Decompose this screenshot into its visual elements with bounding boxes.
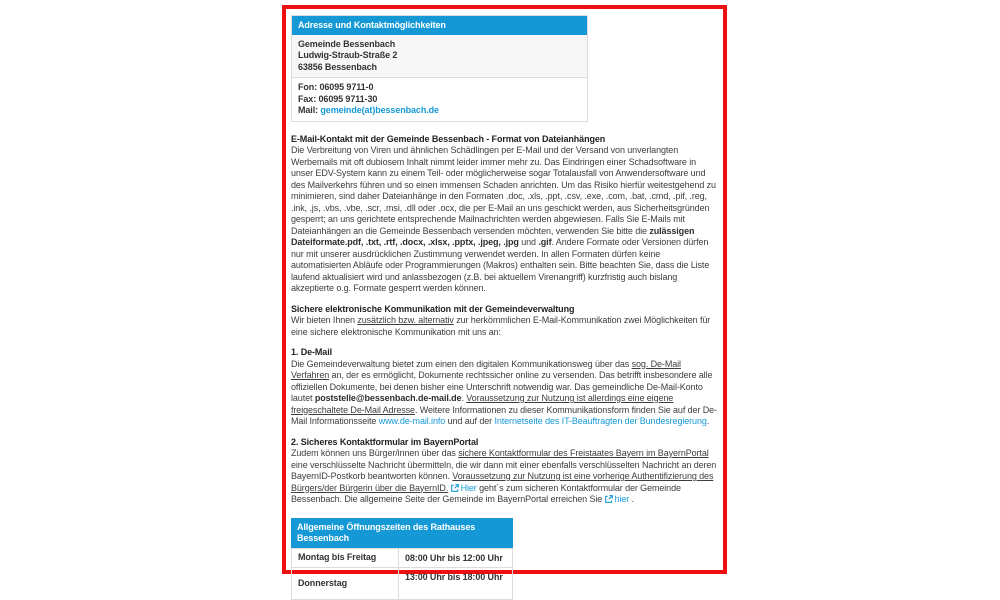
external-link-icon [451, 483, 459, 495]
address-line-city: 63856 Bessenbach [298, 62, 581, 74]
text-segment: geht´s zum sicheren Kontaktformular der Gemeinde Bessenbach. Die allgemeine Seite der Gemeinde im BayernPortal erreichen Sie [291, 483, 681, 505]
section-heading: 2. Sicheres Kontaktformular im BayernPortal [291, 437, 717, 449]
text-segment: .gif [538, 237, 551, 247]
text-segment: Zudem können uns Bürger/innen über das [291, 448, 458, 458]
text-segment: zusätzlich bzw. alternativ [357, 315, 453, 325]
text-segment: Die Gemeindeverwaltung bietet zum einen den digitalen Kommunikationsweg über das [291, 359, 632, 369]
table-row [292, 548, 513, 568]
day-cell: Montag bis Freitag [292, 548, 399, 568]
inline-link[interactable]: www.de-mail.info [379, 416, 445, 426]
text-segment: . Andere Formate oder Versionen dürfen nur mit unserer ausdrücklichen Zustimmung verwendet werden. In allen Formaten dürfen keine automatisierten Abläufe oder Programmierungen (Makros) enthalten sein. Bitte beachten Sie, dass die Liste laufend aktualisiert wird und anlassbezogen (z.B. bei aktuellem Virenangriff) kurzfristig auch bislang akzeptierte o.g. Formate gesperrt werden können. [291, 237, 709, 293]
text-segment: zulässigen Dateiformate.pdf, .txt, .rtf, .docx, .xlsx, .pptx, .jpeg, .jpg [291, 226, 694, 248]
section-heading: E-Mail-Kontakt mit der Gemeinde Bessenbach - Format von Dateianhängen [291, 134, 717, 146]
section-body [291, 315, 717, 338]
text-segment: und [519, 237, 539, 247]
section-email-contact [291, 134, 717, 295]
address-line-name: Gemeinde Bessenbach [298, 39, 581, 51]
section-secure-communication [291, 304, 717, 339]
text-segment: Die Verbreitung von Viren und ähnlichen Schädlingen per E-Mail und der Versand von unverlangten Werbemails mit oft dubiosem Inhalt nimmt leider immer mehr zu. Das Eindringen einer Schadsoftware in unser EDV-System kann zu einem Teil- oder möglicherweise sogar Totalausfall von Anwendersoftware und des Mailverkehrs führen und so einen immensen Schaden anrichten. Um das Risiko hierfür weitestgehend zu minimieren, sind daher Dateianhänge in den Formaten .doc, .xls, .ppt, .csv, .exe, .com, .bat, .cmd, .pif, .reg, .ink, .js, .vbs, .vbe, .scr, .msi, .dll oder .ocx, die per E-Mail an uns geschickt werden, aus Sicherheitsgründen gesperrt; an uns gerichtete entsprechende Mailnachrichten werden abgewiesen. Falls Sie E-Mails mit Dateianhängen an die Gemeinde Bessenbach versenden möchten, verwenden Sie bitte die [291, 145, 716, 236]
section-heading: Sichere elektronische Kommunikation mit der Gemeindeverwaltung [291, 304, 717, 316]
time-cell: 13:00 Uhr bis 18:00 Uhr [399, 568, 513, 600]
external-link-icon [605, 494, 613, 506]
text-segment: sichere Kontaktformular des Freistaates Bayern im BayernPortal [458, 448, 708, 458]
section-bayernportal [291, 437, 717, 506]
contact-card-address-row [292, 35, 587, 79]
text-segment: Wir bieten Ihnen [291, 315, 357, 325]
text-segment: . [461, 393, 466, 403]
opening-hours-table [291, 518, 513, 600]
time-cell: 08:00 Uhr bis 12:00 Uhr [399, 548, 513, 568]
section-de-mail [291, 347, 717, 428]
text-segment: Voraussetzung zur Nutzung ist allerdings eine eigene freigeschaltete De-Mail Adresse [291, 393, 673, 415]
text-segment: eine verschlüsselte Nachricht übermitteln, die wir dann mit einer ebenfalls verschlüsselten Nachricht an deren BayernID-Postkorb beantworten können. [291, 460, 716, 482]
text-segment: und auf der [445, 416, 494, 426]
opening-hours-header: Allgemeine Öffnungszeiten des Rathauses Bessenbach [291, 518, 513, 548]
mail-label: Mail: [298, 105, 320, 115]
inline-link[interactable]: hier [605, 494, 630, 504]
section-body [291, 145, 717, 295]
fax-line: Fax: 06095 9711-30 [298, 94, 581, 106]
phone-line: Fon: 06095 9711-0 [298, 82, 581, 94]
inline-link[interactable]: Internetseite des IT-Beauftragten der Bundesregierung [494, 416, 706, 426]
mail-line [298, 105, 581, 117]
text-segment: . [707, 416, 709, 426]
inline-link[interactable]: Hier [451, 483, 477, 493]
text-segment: Voraussetzung zur Nutzung ist eine vorherige Authentifizierung des Bürgers/der Bürgerin über die BayernID. [291, 471, 713, 493]
section-body [291, 448, 717, 506]
text-segment: . [629, 494, 634, 504]
text-segment: . Weitere Informationen zu dieser Kommunikationsform finden Sie auf der De-Mail Informationsseite [291, 405, 717, 427]
text-segment: sog. De-Mail Verfahren [291, 359, 681, 381]
text-segment: poststelle@bessenbach.de-mail.de [315, 393, 462, 403]
table-row [292, 568, 513, 600]
text-segment: zur herkömmlichen E-Mail-Kommunikation zwei Möglichkeiten für eine sichere elektronische Kommunikation mit uns an: [291, 315, 710, 337]
address-line-street: Ludwig-Straub-Straße 2 [298, 50, 581, 62]
contact-card-phone-row [292, 78, 587, 121]
day-cell: Donnerstag [292, 568, 399, 600]
contact-card-header: Adresse und Kontaktmöglichkeiten [292, 16, 587, 35]
section-body [291, 359, 717, 428]
email-link[interactable]: gemeinde(at)bessenbach.de [320, 105, 439, 115]
section-heading: 1. De-Mail [291, 347, 717, 359]
red-annotation-box [282, 5, 727, 574]
contact-card [291, 15, 588, 122]
text-segment: an, der es ermöglicht, Dokumente rechtssicher online zu versenden. Das betrifft insbesondere alle offiziellen Dokumente, bei denen bisher eine Unterschrift notwendig war. Das gemeindliche De-Mail-Konto lautet [291, 370, 712, 403]
